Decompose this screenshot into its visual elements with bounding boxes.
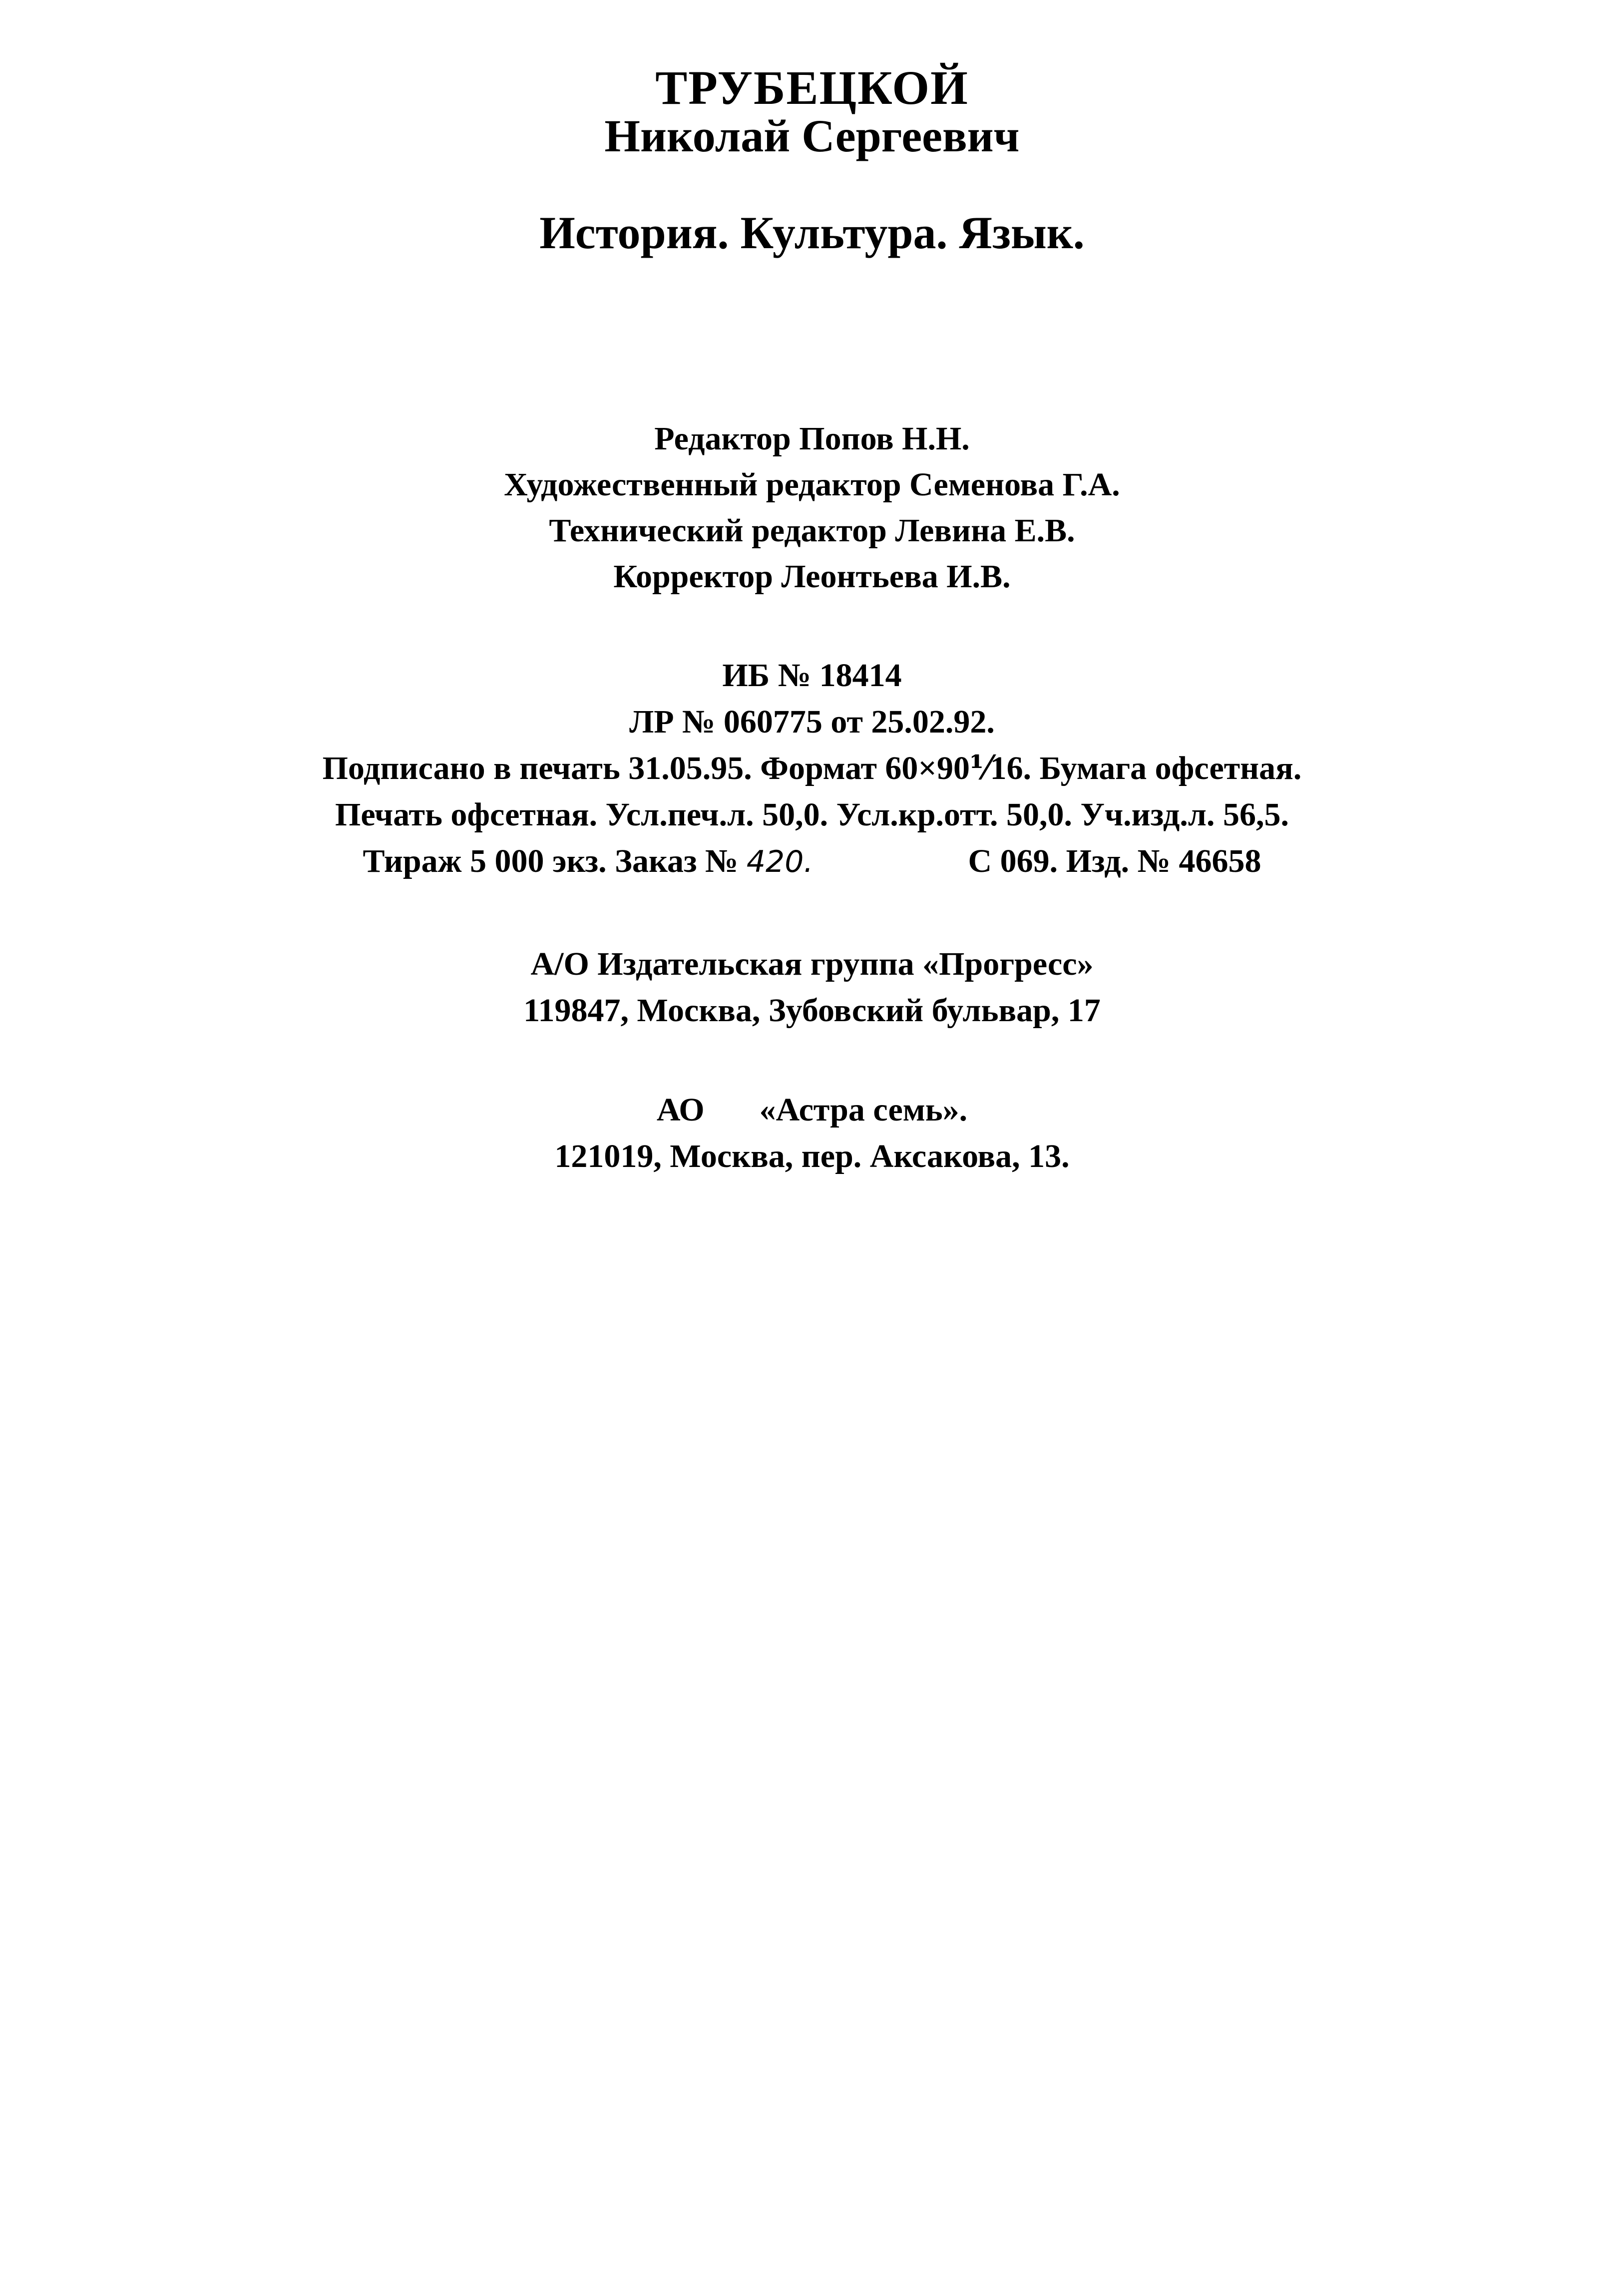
credit-art-editor: Художественный редактор Семенова Г.А. <box>504 466 1120 503</box>
signed-format-line: Подписано в печать 31.05.95. Формат 60×90⅟16. Бумага офсетная. <box>322 750 1302 786</box>
publisher-name: А/О Издательская группа «Прогресс» <box>530 946 1094 982</box>
printer-line <box>0 1094 1624 1127</box>
lr-number: ЛР № 060775 от 25.02.92. <box>629 704 995 740</box>
printer-prefix: АО <box>656 1092 705 1128</box>
printer-name: «Астра семь». <box>759 1092 968 1128</box>
ib-number: ИБ № 18414 <box>722 657 902 694</box>
order-number-handwritten: 420. <box>746 844 813 879</box>
printer-address: 121019, Москва, пер. Аксакова, 13. <box>554 1138 1070 1174</box>
print-details-line: Печать офсетная. Усл.печ.л. 50,0. Усл.кр.отт. 50,0. Уч.изд.л. 56,5. <box>335 796 1289 833</box>
book-title: История. Культура. Язык. <box>539 207 1085 258</box>
publisher-address: 119847, Москва, Зубовский бульвар, 17 <box>523 992 1101 1029</box>
author-given-name: Николай Сергеевич <box>604 110 1020 161</box>
credit-technical-editor: Технический редактор Левина Е.В. <box>549 512 1075 549</box>
credit-proofreader: Корректор Леонтьева И.В. <box>613 558 1011 595</box>
credit-editor: Редактор Попов Н.Н. <box>654 420 970 457</box>
print-run-line <box>0 845 1624 878</box>
print-run: Тираж 5 000 экз. Заказ № <box>363 843 739 879</box>
author-surname: ТРУБЕЦКОЙ <box>655 61 969 114</box>
code-and-edition: С 069. Изд. № 46658 <box>968 843 1261 879</box>
